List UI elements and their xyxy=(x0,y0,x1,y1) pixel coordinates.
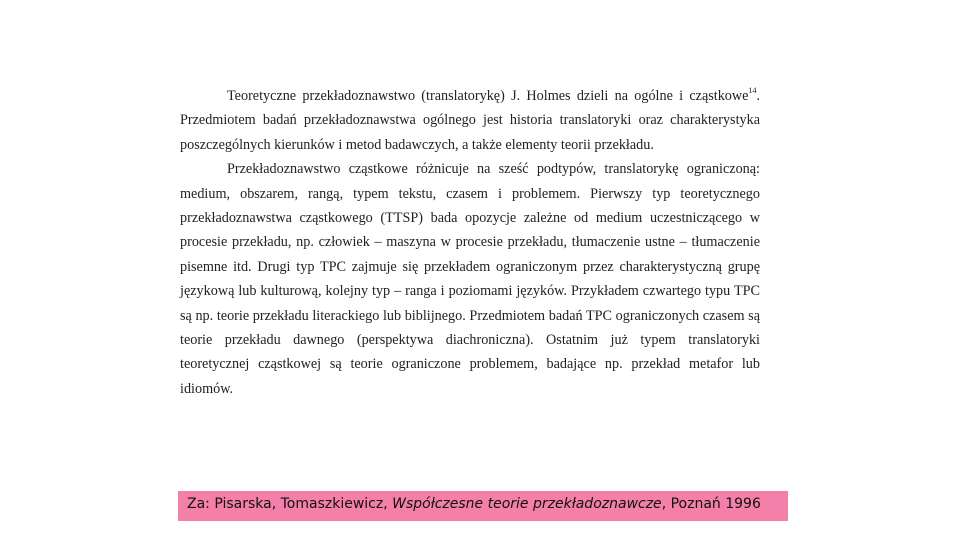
footnote-reference: 14 xyxy=(748,86,757,95)
paragraph-1-text: Teoretyczne przekładoznawstwo (translatorykę) J. Holmes dzieli na ogólne i cząstkowe xyxy=(227,88,749,104)
caption-suffix: , Poznań 1996 xyxy=(661,496,761,512)
source-caption xyxy=(178,491,788,521)
caption-book-title: Współczesne teorie przekładoznawcze xyxy=(392,496,662,512)
caption-prefix: Za: Pisarska, Tomaszkiewicz, xyxy=(187,496,393,512)
paragraph-1-text-end: . Przedmiotem badań przekładoznawstwa ogólnego jest historia translatoryki oraz charakterystyka poszczególnych kierunków i metod badawczych, a także elementy teorii przekładu. xyxy=(180,88,760,153)
scanned-text-page xyxy=(180,84,760,401)
paragraph-1 xyxy=(180,84,760,157)
paragraph-2: Przekładoznawstwo cząstkowe różnicuje na sześć podtypów, translatorykę ograniczoną: medium, obszarem, rangą, typem tekstu, czasem i problemem. Pierwszy typ teoretycznego przekładoznawstwa cząstkowego (TTSP) bada opozycje zależne od medium uczestniczącego w procesie przekładu, np. człowiek – maszyna w procesie przekładu, tłumaczenie ustne – tłumaczenie pisemne itd. Drugi typ TPC zajmuje się przekładem ograniczonym przez charakterystyczną grupę językową lub kulturową, kolejny typ – ranga i poziomami języków. Przykładem czwartego typu TPC są np. teorie przekładu literackiego lub biblijnego. Przedmiotem badań TPC ograniczonych czasem są teorie przekładu dawnego (perspektywa diachroniczna). Ostatnim już typem translatoryki teoretycznej cząstkowej są teorie ograniczone problemem, badające np. przekład metafor lub idiomów. xyxy=(180,161,760,397)
